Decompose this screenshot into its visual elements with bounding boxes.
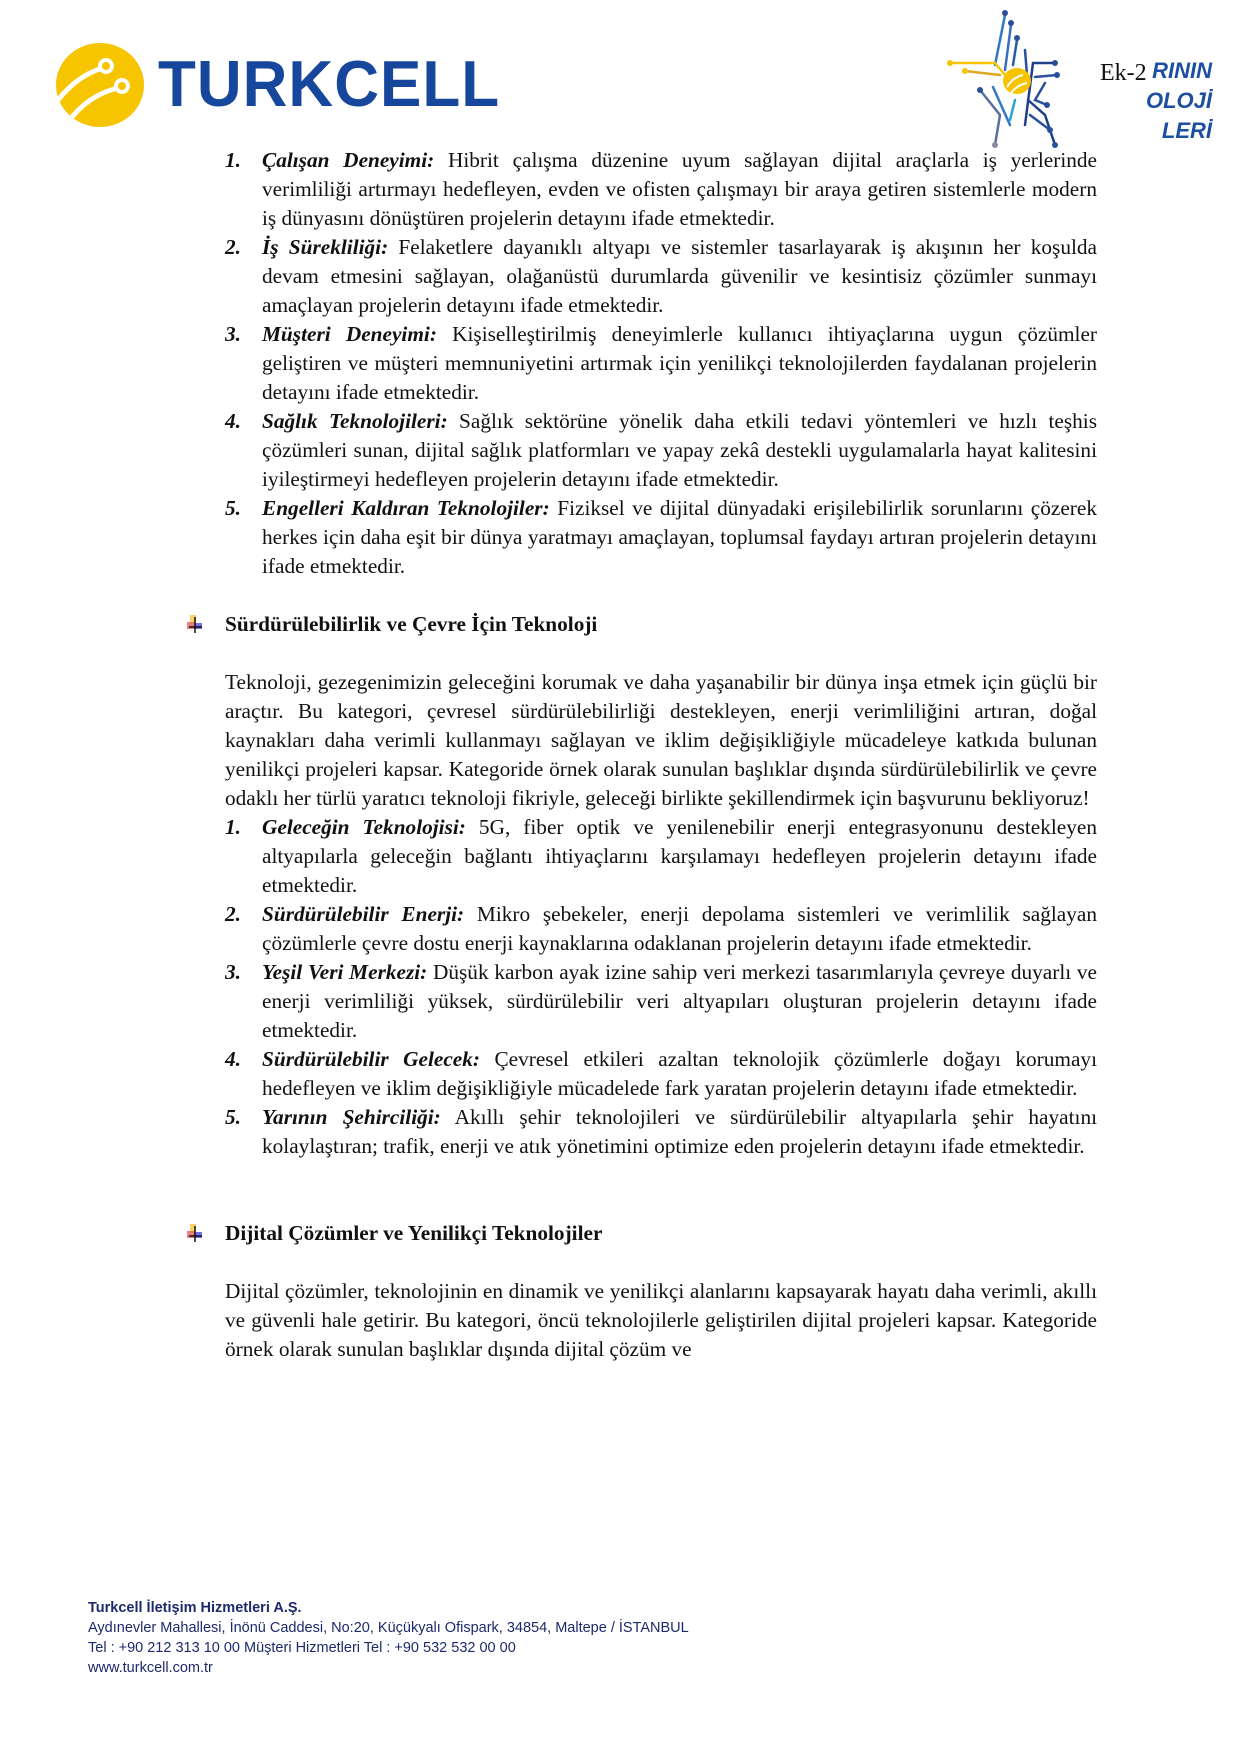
item-number: 5. — [225, 1105, 241, 1129]
list-item — [225, 958, 1097, 1045]
turkcell-logo — [48, 40, 500, 130]
item-number: 2. — [225, 902, 241, 926]
item-term: Sürdürülebilir Gelecek: — [262, 1047, 480, 1071]
section1-list — [225, 146, 1097, 581]
item-term: Geleceğin Teknolojisi: — [262, 815, 466, 839]
list-item — [225, 320, 1097, 407]
item-term: Çalışan Deneyimi: — [262, 148, 435, 172]
footer-address: Aydınevler Mahallesi, İnönü Caddesi, No:20, Küçükyalı Ofispark, 34854, Maltepe / İSTANBUL — [88, 1620, 689, 1636]
annex-label: Ek-2 — [1100, 60, 1147, 86]
brand-line: RININ — [1152, 58, 1212, 83]
item-text: Çevresel etkileri azaltan teknolojik çözümlerle doğayı korumayı hedefleyen ve iklim değişikliğiyle mücadelede fark yaratan projelerin detayını ifade etmektedir. — [262, 1047, 1097, 1100]
item-term: Yeşil Veri Merkezi: — [262, 960, 428, 984]
list-item — [225, 494, 1097, 581]
item-number: 3. — [225, 960, 241, 984]
turkcell-swirl-icon — [48, 40, 148, 130]
footer-phones: Tel : +90 212 313 10 00 Müşteri Hizmetleri Tel : +90 532 532 00 00 — [88, 1640, 516, 1656]
footer-website-link[interactable]: www.turkcell.com.tr — [88, 1660, 213, 1676]
footer — [88, 1598, 689, 1678]
item-number: 4. — [225, 1047, 241, 1071]
item-term: Sürdürülebilir Enerji: — [262, 902, 465, 926]
item-number: 4. — [225, 409, 241, 433]
list-item — [225, 1045, 1097, 1103]
item-number: 2. — [225, 235, 241, 259]
item-number: 1. — [225, 815, 241, 839]
item-term: Müşteri Deneyimi: — [262, 322, 437, 346]
list-item — [225, 813, 1097, 900]
item-text: 5G, fiber optik ve yenilenebilir enerji entegrasyonunu destekleyen altyapılarla geleceğin bağlantı ihtiyaçlarını karşılamayı hedefleyen projelerin detayını ifade etmektedir. — [262, 815, 1097, 897]
item-term: İş Sürekliliği: — [262, 235, 389, 259]
item-text: Fiziksel ve dijital dünyadaki erişilebilirlik sorunlarını çözerek herkes için daha eşit bir dünya yaratmayı amaçlayan, toplumsal faydayı artıran projelerin detayını ifade etmektedir. — [262, 496, 1097, 578]
arrow-bullet-icon — [187, 1224, 203, 1242]
section2-list — [225, 813, 1097, 1161]
item-text: Felaketlere dayanıklı altyapı ve sistemler tasarlayarak iş akışının her koşulda devam etmesini sağlayan, olağanüstü durumlarda güvenilir ve kesintisiz çözümler sunmayı amaçlayan projelerin detayını ifade etmektedir. — [262, 235, 1097, 317]
item-number: 5. — [225, 496, 241, 520]
section-intro: Dijital çözümler, teknolojinin en dinamik ve yenilikçi alanlarını kapsayarak hayatı daha verimli, akıllı ve güvenli hale getirir. Bu kategori, öncü teknolojilerle geliştirilen dijital projeleri kapsar. Kategoride örnek olarak sunulan başlıklar dışında dijital çözüm ve — [225, 1279, 1097, 1361]
item-term: Engelleri Kaldıran Teknolojiler: — [262, 496, 550, 520]
item-number: 1. — [225, 148, 241, 172]
section-title: Dijital Çözümler ve Yenilikçi Teknolojiler — [225, 1221, 603, 1245]
section-heading — [225, 610, 1097, 639]
item-text: Kişiselleştirilmiş deneyimlerle kullanıcı ihtiyaçlarına uygun çözümler geliştiren ve müşteri memnuniyetini artırmak için yenilikçi teknolojilerden faydalanan projelerin detayını ifade etmektedir. — [262, 322, 1097, 404]
item-text: Sağlık sektörüne yönelik daha etkili tedavi yöntemleri ve hızlı teşhis çözümleri sunan, dijital sağlık platformları ve yapay zekâ destekli uygulamalarla hayat kalitesini iyileştirmeyi hedefleyen projelerin detayını ifade etmektedir. — [262, 409, 1097, 491]
brand-line: OLOJİ — [1145, 88, 1212, 113]
item-number: 3. — [225, 322, 241, 346]
item-term: Yarının Şehirciliği: — [262, 1105, 441, 1129]
section-heading — [225, 1219, 1097, 1248]
item-text: Hibrit çalışma düzenine uyum sağlayan dijital araçlarla iş yerlerinde verimliliği artırmayı hedefleyen, evden ve ofisten çalışmayı bir araya getiren sistemlerle modern iş dünyasını dönüştüren projelerin detayını ifade etmektedir. — [262, 148, 1097, 230]
brand-line: LERİ — [1161, 118, 1212, 143]
list-item — [225, 900, 1097, 958]
item-text: Akıllı şehir teknolojileri ve sürdürülebilir altyapılarla şehir hayatını kolaylaştıran; trafik, enerji ve atık yönetimini optimize eden projelerin detayını ifade etmektedir. — [262, 1105, 1098, 1158]
section-intro: Teknoloji, gezegenimizin geleceğini korumak ve daha yaşanabilir bir dünya inşa etmek için güçlü bir araçtır. Bu kategori, çevresel sürdürülebilirliği destekleyen, enerji verimliliğini artıran, doğal kaynakları daha verimli kullanmayı sağlayan ve iklim değişikliğiyle mücadeleye katkıda bulunan yenilikçi projeleri kapsar. Kategoride örnek olarak sunulan başlıklar dışında sürdürülebilirlik ve çevre odaklı her türlü yaratıcı teknoloji fikriyle, geleceği birlikte şekillendirmek için başvurunu bekliyoruz! — [225, 670, 1097, 810]
section-title: Sürdürülebilirlik ve Çevre İçin Teknoloji — [225, 612, 598, 636]
item-term: Sağlık Teknolojileri: — [262, 409, 448, 433]
list-item — [225, 407, 1097, 494]
list-item — [225, 233, 1097, 320]
list-item — [225, 146, 1097, 233]
arrow-bullet-icon — [187, 615, 203, 633]
footer-company: Turkcell İletişim Hizmetleri A.Ş. — [88, 1600, 302, 1616]
item-text: Mikro şebekeler, enerji depolama sistemleri ve verimlilik sağlayan çözümlerle çevre dostu enerji kaynaklarına odaklanan projelerin detayını ifade etmektedir. — [262, 902, 1097, 955]
item-text: Düşük karbon ayak izine sahip veri merkezi tasarımlarıyla çevreye duyarlı ve enerji verimliliği yüksek, sürdürülebilir veri altyapıları oluşturan projelerin detayını ifade etmektedir. — [262, 960, 1097, 1042]
document-body — [225, 146, 1097, 1364]
circuit-star-icon — [935, 5, 1075, 150]
brand-wordmark: TURKCELL — [158, 48, 501, 121]
list-item — [225, 1103, 1097, 1161]
